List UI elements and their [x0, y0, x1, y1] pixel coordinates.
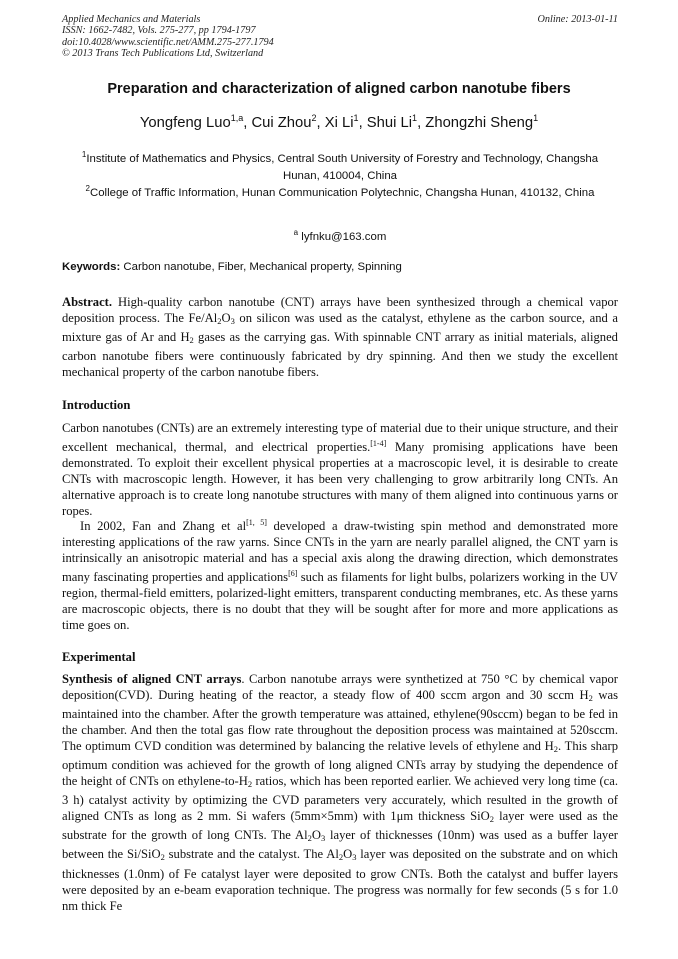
abstract-paragraph [62, 294, 618, 380]
keywords [62, 261, 618, 273]
author-separator: , [358, 114, 367, 131]
exp-text: . This sharp optimum condition was achieved for the growth of long aligned CNTs array by studying the dependence of the height of CNTs on ethylene-to-H [62, 739, 618, 789]
subscript: 2 [307, 833, 312, 844]
subscript: 2 [247, 779, 253, 790]
abstract-text: gases as the carrying gas. With spinnable CNT arrary as initial materials, aligned carbon nanotube fibers were continuously fabricated by dry spinning. And then we study the excellent mechanical property of the carbon nanotube fibers. [62, 330, 618, 380]
intro-text: such as filaments for light bulbs, polarizers working in the UV region, thermal-field emitters, polarized-light emitters, transparent conducting membranes, etc. As these yarns are macroscopic objects, there is no doubt that they will be sought after for more and more applications as time goes on. [62, 570, 619, 633]
affil-text: Institute of Mathematics and Physics, Central South University of Forestry and Technology, Changsha Hunan, 410004, China [86, 152, 599, 182]
experimental-paragraph [62, 671, 618, 914]
doi-line: doi:10.4028/www.scientific.net/AMM.275-277.1794 [62, 36, 274, 48]
exp-text: substrate and the catalyst. The Al [164, 847, 339, 862]
subscript: 2 [189, 335, 194, 346]
author-separator: , [243, 114, 252, 131]
abstract-text: High-quality carbon nanotube (CNT) arrays have been synthesized through a chemical vapor deposition process. The Fe/Al [62, 295, 619, 326]
email-mark: a [293, 228, 299, 237]
author-affil-mark: 1 [412, 113, 418, 123]
subscript: 2 [217, 316, 222, 327]
online-date: Online: 2013-01-11 [537, 14, 618, 25]
subscript: 2 [489, 814, 494, 825]
subscript: 2 [588, 693, 593, 704]
exp-text: O [311, 828, 321, 843]
author-name: Zhongzhi Sheng [425, 114, 534, 131]
citation: [1-4] [370, 439, 387, 449]
subscript: 2 [338, 852, 344, 863]
affil-text: College of Traffic Information, Hunan Communication Polytechnic, Changsha Hunan, 410132, China [90, 186, 595, 199]
author-name: Shui Li [366, 114, 413, 131]
intro-text: In 2002, Fan and Zhang et al [80, 519, 247, 533]
subscript: 2 [160, 852, 165, 863]
copyright-line: © 2013 Trans Tech Publications Ltd, Switzerland [62, 47, 264, 59]
affil-mark: 1 [81, 150, 87, 159]
paper-title: Preparation and characterization of aligned carbon nanotube fibers [107, 81, 571, 97]
subscript: 2 [553, 744, 558, 755]
exp-text: O [343, 847, 353, 862]
journal-name: Applied Mechanics and Materials [62, 14, 201, 25]
citation: [1, 5] [246, 518, 267, 527]
exp-text: layer of thicknesses (10nm) was used as a buffer layer between the Si/SiO [62, 828, 618, 862]
experimental-heading: Experimental [62, 650, 136, 664]
abstract-text: on silicon was used as the catalyst, ethylene as the carbon source, and a mixture gas of Ar and H [62, 311, 619, 345]
subscript: 3 [320, 833, 326, 844]
keywords-label: Keywords: [62, 261, 121, 273]
abstract-label: Abstract. [62, 295, 113, 309]
intro-paragraph-2 [62, 515, 618, 633]
affil-mark: 2 [85, 184, 90, 193]
keywords-text: Carbon nanotube, Fiber, Mechanical property, Spinning [123, 261, 402, 273]
email-address: lyfnku@163.com [301, 230, 387, 243]
affiliation-2 [62, 180, 618, 202]
introduction-heading: Introduction [62, 398, 131, 412]
exp-text: ratios, which has been reported earlier. We achieved very long time (ca. 3 h) catalyst activity by optimizing the CVD parameters very accurately, which resulted in the growth of aligned CNTs as long as 2 mm. Si wafers (5mm×5mm) with 1μm thickness SiO [62, 774, 618, 824]
intro-text: Many promising applications have been demonstrated. To exploit their excellent physical properties at a macroscopic level, it is desirable to create CNTs with macroscopic length. However, it has been very challenging to grow arbitrarily long CNTs. An alternative approach is to create long nanotube structures with many of them aligned into continuous yarns or ropes. [62, 440, 618, 519]
affiliation-1 [62, 146, 618, 185]
exp-text: was maintained into the chamber. After the growth temperature was attained, ethylene(90sccm) began to be fed in the chamber. And then the total gas flow rate throughout the deposition process was maintained at 520sccm. The optimum CVD condition was determined by balancing the relative levels of ethylene and H [62, 688, 619, 754]
journal-header [62, 14, 618, 59]
author-affil-mark: 1 [533, 113, 539, 123]
author-affil-mark: 1,a [230, 113, 244, 123]
experimental-subheading: Synthesis of aligned CNT arrays [62, 672, 242, 686]
exp-text: layer was deposited on the substrate and on which thicknesses (1.0nm) of Fe catalyst layer were deposited to grow CNTs. Both the catalyst and buffer layers were deposited by an e-beam evaporation technique. The progress was normally for few seconds (5 s for 1.0 nm thick Fe [62, 847, 618, 913]
author-list [0, 113, 678, 131]
exp-text: layer were used as the substrate for the growth of long CNTs. The Al [62, 809, 618, 843]
intro-text: Carbon nanotubes (CNTs) are an extremely interesting type of material due to their unique structure, and their excellent mechanical, thermal, and electrical properties. [62, 421, 618, 455]
author-name: Xi Li [324, 114, 354, 131]
intro-paragraph-1 [62, 420, 618, 519]
author-affil-mark: 1 [353, 113, 359, 123]
subscript: 3 [352, 852, 357, 863]
author-name: Yongfeng Luo [139, 114, 231, 131]
subscript: 3 [230, 316, 235, 327]
author-affil-mark: 2 [311, 113, 317, 123]
citation: [6] [288, 569, 298, 579]
abstract-text: O [221, 311, 231, 326]
author-separator: , [316, 114, 325, 131]
author-separator: , [417, 114, 426, 131]
issn-line: ISSN: 1662-7482, Vols. 275-277, pp 1794-1797 [62, 25, 256, 37]
contact-email [62, 224, 618, 246]
author-name: Cui Zhou [251, 114, 312, 131]
intro-text: developed a draw-twisting spin method and demonstrated more interesting applications of the raw yarns. Since CNTs in the yarn are nearly parallel aligned, the CNT yarn is intrinsically an anisotropic material and has a special axis along the drawing direction, which demonstrates many fascinating properties and applications [62, 519, 618, 585]
exp-text: . Carbon nanotube arrays were synthetized at 750 °C by chemical vapor deposition(CVD). During heating of the reactor, a steady flow of 400 sccm argon and 30 sccm H [62, 672, 618, 703]
